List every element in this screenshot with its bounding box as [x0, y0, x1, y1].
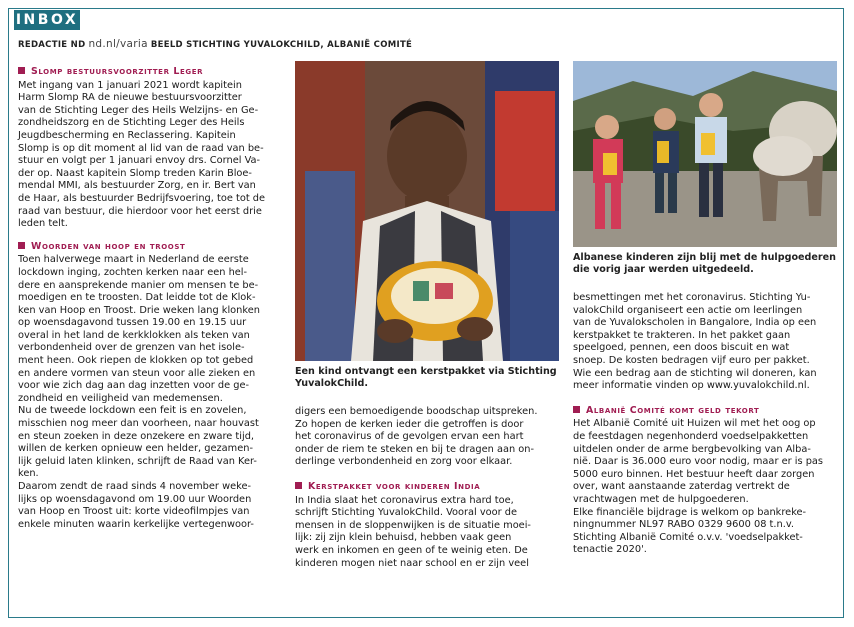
text-line: kerstpakket te trakteren. In het pakket gaan — [573, 329, 791, 341]
text-line: lijk: zij zijn klein behuisd, hebben vaak geen — [295, 532, 512, 544]
text-line: ment heen. Ook riepen de klokken op tot gebed — [18, 355, 254, 367]
text-line: over, want aanstaande zaterdag vertrekt de — [573, 481, 790, 493]
text-line: Het Albanië Comité uit Huizen wil met het oog op — [573, 418, 816, 430]
heading-woorden: Woorden van hoop en troost — [18, 241, 286, 254]
photo-india-child — [295, 61, 559, 361]
text-line: die vorig jaar werden uitgedeeld. — [573, 264, 754, 276]
text-line: vrachtwagen met de hulpgoederen. — [573, 493, 749, 505]
text-line: Nu de tweede lockdown een feit is en zovelen, — [18, 405, 247, 417]
body-woorden — [18, 254, 286, 531]
text-line: valokChild organiseert een actie om leerlingen — [573, 304, 803, 316]
text-line: schrijft Stichting YuvalokChild. Vooral voor de — [295, 507, 518, 519]
text-line: digers een bemoedigende boodschap uitspreken. — [295, 406, 538, 417]
body-slomp — [18, 80, 286, 231]
text-line: meer informatie vinden op www.yuvalokchild.nl. — [573, 380, 810, 392]
text-line: Elke financiële bijdrage is welkom op bankreke- — [573, 506, 807, 518]
heading-india: Kerstpakket voor kinderen India — [295, 481, 563, 494]
text-line: ken. — [18, 468, 39, 480]
text-line: en steun zoeken in deze onzekere en zware tijd, — [18, 430, 255, 442]
text-line: YuvalokChild. — [295, 378, 369, 390]
text-line: Albanese kinderen zijn blij met de hulpgoederen — [573, 252, 836, 263]
text-line: Jeugdbescherming en Reclassering. Kapitein — [18, 129, 236, 141]
text-line: stuur en volgt per 1 januari envoy drs. Cornel Va- — [18, 155, 261, 167]
text-line: Zo hopen de kerken ieder die getroffen is door — [295, 418, 524, 430]
text-line: lijk geluid laten klinken, schrijft de Raad van Ker- — [18, 455, 257, 467]
credit-photo: BEELD STICHTING YUVALOKCHILD, ALBANIË COMITÉ — [150, 40, 413, 50]
text-line: moedigen en te troosten. Dat leidde tot de Klok- — [18, 292, 256, 304]
text-line: Wie een bedrag aan de stichting wil doneren, kan — [573, 367, 817, 379]
heading-albania: Albanië Comité komt geld tekort — [573, 405, 839, 418]
body-woorden-cont — [295, 406, 563, 469]
text-line: werk en inkomen en geen of te weinig eten. De — [295, 544, 528, 556]
text-line: lockdown inging, zochten kerken naar een hel- — [18, 266, 248, 278]
text-line: besmettingen met het coronavirus. Stichting Yu- — [573, 292, 811, 303]
credit-url: nd.nl/varia — [88, 38, 148, 50]
photo-albania-illustration — [573, 61, 837, 247]
text-line: der op. Naast kapitein Slomp treden Karin Bloe- — [18, 167, 252, 179]
text-line: van de Stichting Leger des Heils Welzijns- en Ge- — [18, 104, 259, 116]
text-line: en andere vormen van steun voor alle zieken en — [18, 367, 256, 379]
text-line: de Haar, als bestuurder Bedrijfsvoering, toe tot de — [18, 192, 266, 204]
photo-india-illustration — [295, 61, 559, 361]
text-line: lijks op woensdagavond om 19.00 uur Woorden — [18, 493, 252, 505]
text-line: van de Yuvalokscholen in Bangalore, India op een — [573, 317, 817, 329]
body-albania — [573, 418, 839, 557]
body-india — [295, 495, 563, 571]
credit-label: REDACTIE ND — [18, 40, 86, 50]
text-line: derlinge verbondenheid en zorg voor elkaar. — [295, 456, 513, 468]
text-line: 5000 euro binnen. Het bestuur heeft daar zorgen — [573, 468, 815, 480]
caption-albania — [573, 252, 837, 277]
text-line: mensen in de sloppenwijken is de situatie moei- — [295, 519, 531, 531]
text-line: willen de kerken opnieuw een helder, gezamen- — [18, 443, 253, 455]
text-line: Harm Slomp RA de nieuwe bestuursvoorzitter — [18, 92, 242, 104]
text-line: snoep. De kosten bedragen vijf euro per pakket. — [573, 354, 810, 366]
text-line: ken van Hoop en Troost. Drie weken lang klonken — [18, 304, 260, 316]
text-line: onder de riem te steken en bij te dragen aan on- — [295, 443, 535, 455]
photo-albania-children — [573, 61, 837, 247]
text-line: overal in het land de kerkklokken als teken van — [18, 329, 250, 341]
text-line: speelgoed, pennen, een doos biscuit en wat — [573, 342, 790, 354]
caption-india — [295, 366, 559, 391]
text-line: tenactie 2020'. — [573, 544, 647, 556]
text-line: dere en aansprekende manier om mensen te be- — [18, 279, 259, 291]
text-line: enkele minuten waarin kerkelijke vertegenwoor- — [18, 518, 254, 530]
body-india-cont — [573, 292, 839, 393]
section-tag: INBOX — [15, 12, 79, 28]
text-line: ningnummer NL97 RABO 0329 9600 08 t.n.v. — [573, 519, 794, 531]
text-line: mendal MMI, als bestuurder Zorg, en ir. Bert van — [18, 180, 256, 192]
text-line: voor wie zich dag aan dag inzetten voor de ge- — [18, 380, 250, 392]
text-line: Een kind ontvangt een kerstpakket via Stichting — [295, 366, 557, 377]
heading-slomp: Slomp bestuursvoorzitter Leger — [18, 66, 286, 79]
text-line: Toen halverwege maart in Nederland de eerste — [18, 254, 249, 266]
column-3 — [573, 292, 839, 557]
text-line: de feestdagen negenhonderd voedselpakketten — [573, 430, 809, 442]
text-line: zondheidszorg en de Stichting Leger des Heils — [18, 117, 245, 129]
credits-line — [18, 38, 412, 50]
text-line: het coronavirus of de gevolgen ervan een hart — [295, 431, 524, 443]
text-line: nië. Daar is 36.000 euro voor nodig, maar er is pas — [573, 456, 824, 468]
column-1 — [18, 66, 286, 531]
text-line: Daarom zendt de raad sinds 4 november weke- — [18, 481, 252, 492]
text-line: raad van bestuur, die hierdoor voor het eerst drie — [18, 205, 262, 217]
text-line: verbondenheid over de grenzen van het isole- — [18, 342, 245, 354]
text-line: Slomp is op dit moment al lid van de raad van be- — [18, 142, 264, 154]
text-line: van Hoop en Troost uit: korte videofilmpjes van — [18, 506, 250, 518]
text-line: leden telt. — [18, 218, 68, 230]
text-line: kinderen mogen niet naar school en er zijn veel — [295, 557, 529, 569]
text-line: zondheid en veiligheid van medemensen. — [18, 392, 223, 404]
column-2 — [295, 406, 563, 570]
text-line: uitdelen onder de arme bergbevolking van Alba- — [573, 443, 811, 455]
text-line: Stichting Albanië Comité o.v.v. 'voedselpakket- — [573, 531, 803, 543]
text-line: In India slaat het coronavirus extra hard toe, — [295, 494, 514, 506]
text-line: op woensdagavond tussen 19.00 en 19.15 uur — [18, 317, 247, 329]
text-line: misschien nog meer dan voorheen, naar houvast — [18, 418, 259, 430]
text-line: Met ingang van 1 januari 2021 wordt kapitein — [18, 79, 242, 91]
